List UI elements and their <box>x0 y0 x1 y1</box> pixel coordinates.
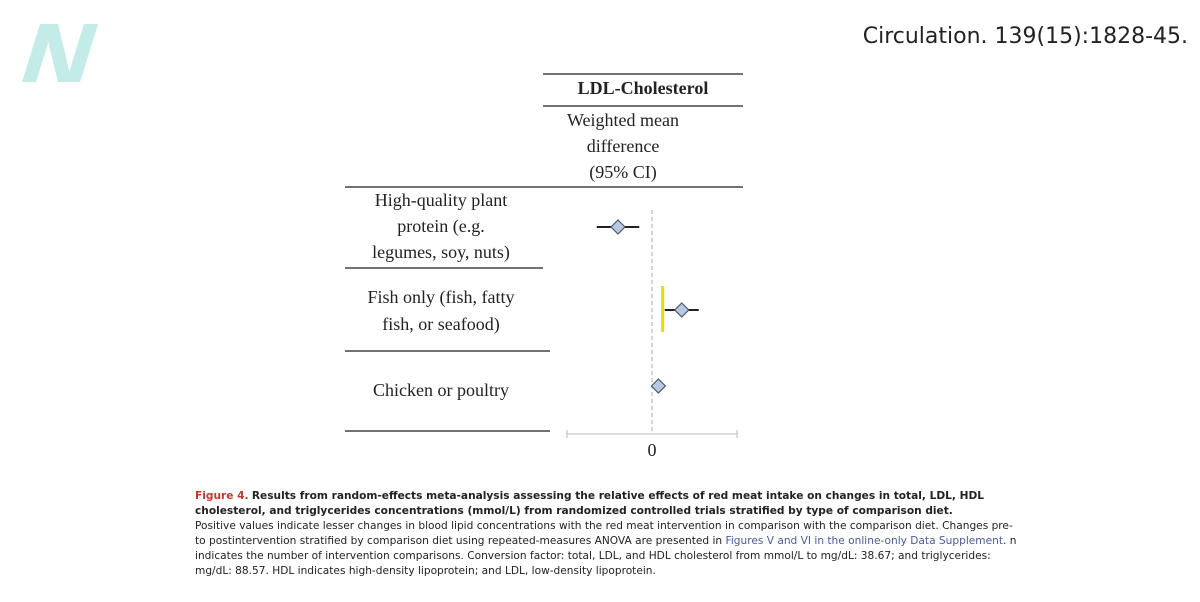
subheader-line-3: (95% CI) <box>589 162 657 182</box>
logo-icon <box>22 24 106 82</box>
forest-plot-svg <box>300 60 800 480</box>
estimate-marker <box>651 379 665 393</box>
caption-heading <box>195 489 1025 519</box>
figure-title: Results from random-effects meta-analysis assessing the relative effects of red meat intake on changes in total, LDL, HDL cholesterol, and triglycerides concentrations (mmol/L) from randomized controlled trials stratified by type of comparison diet. <box>195 490 985 517</box>
row-label: Fish only (fish, fatty <box>367 287 515 307</box>
caption-body <box>195 519 1025 579</box>
caption-text: . n indicates the number of intervention comparisons. Conversion factor: total, LDL, and HDL cholesterol from mmol/L to mg/dL: 38.67; and triglycerides: mg/dL: 88.57. HDL indicates high-density lipoprotein; and LDL, low-density lipoprotein. <box>195 535 1017 577</box>
column-title: LDL-Cholesterol <box>577 78 709 98</box>
forest-plot <box>300 60 800 480</box>
x-tick-label: 0 <box>647 440 657 460</box>
row-label: fish, or seafood) <box>382 314 500 334</box>
figure-caption <box>195 489 1025 579</box>
supplement-link[interactable]: Figures V and VI in the online-only Data Supplement <box>725 535 1003 547</box>
row-label: Chicken or poultry <box>373 380 509 400</box>
row-label: High-quality plant <box>374 190 508 210</box>
subheader-line-2: difference <box>586 136 660 156</box>
row-label: legumes, soy, nuts) <box>372 242 510 262</box>
figure-label: Figure 4. <box>195 490 249 502</box>
citation: Circulation. 139(15):1828-45. <box>862 24 1188 49</box>
row-label: protein (e.g. <box>397 216 485 236</box>
estimate-marker <box>675 303 689 317</box>
caption-text: Positive values indicate lesser changes in blood lipid concentrations with the red meat intervention in comparison with the comparison diet. Changes pre- to postintervention stratified by comparison diet using repeated-measures ANOVA are presented in <box>195 520 1013 547</box>
estimate-marker <box>611 220 625 234</box>
subheader-line-1: Weighted mean <box>566 110 680 130</box>
